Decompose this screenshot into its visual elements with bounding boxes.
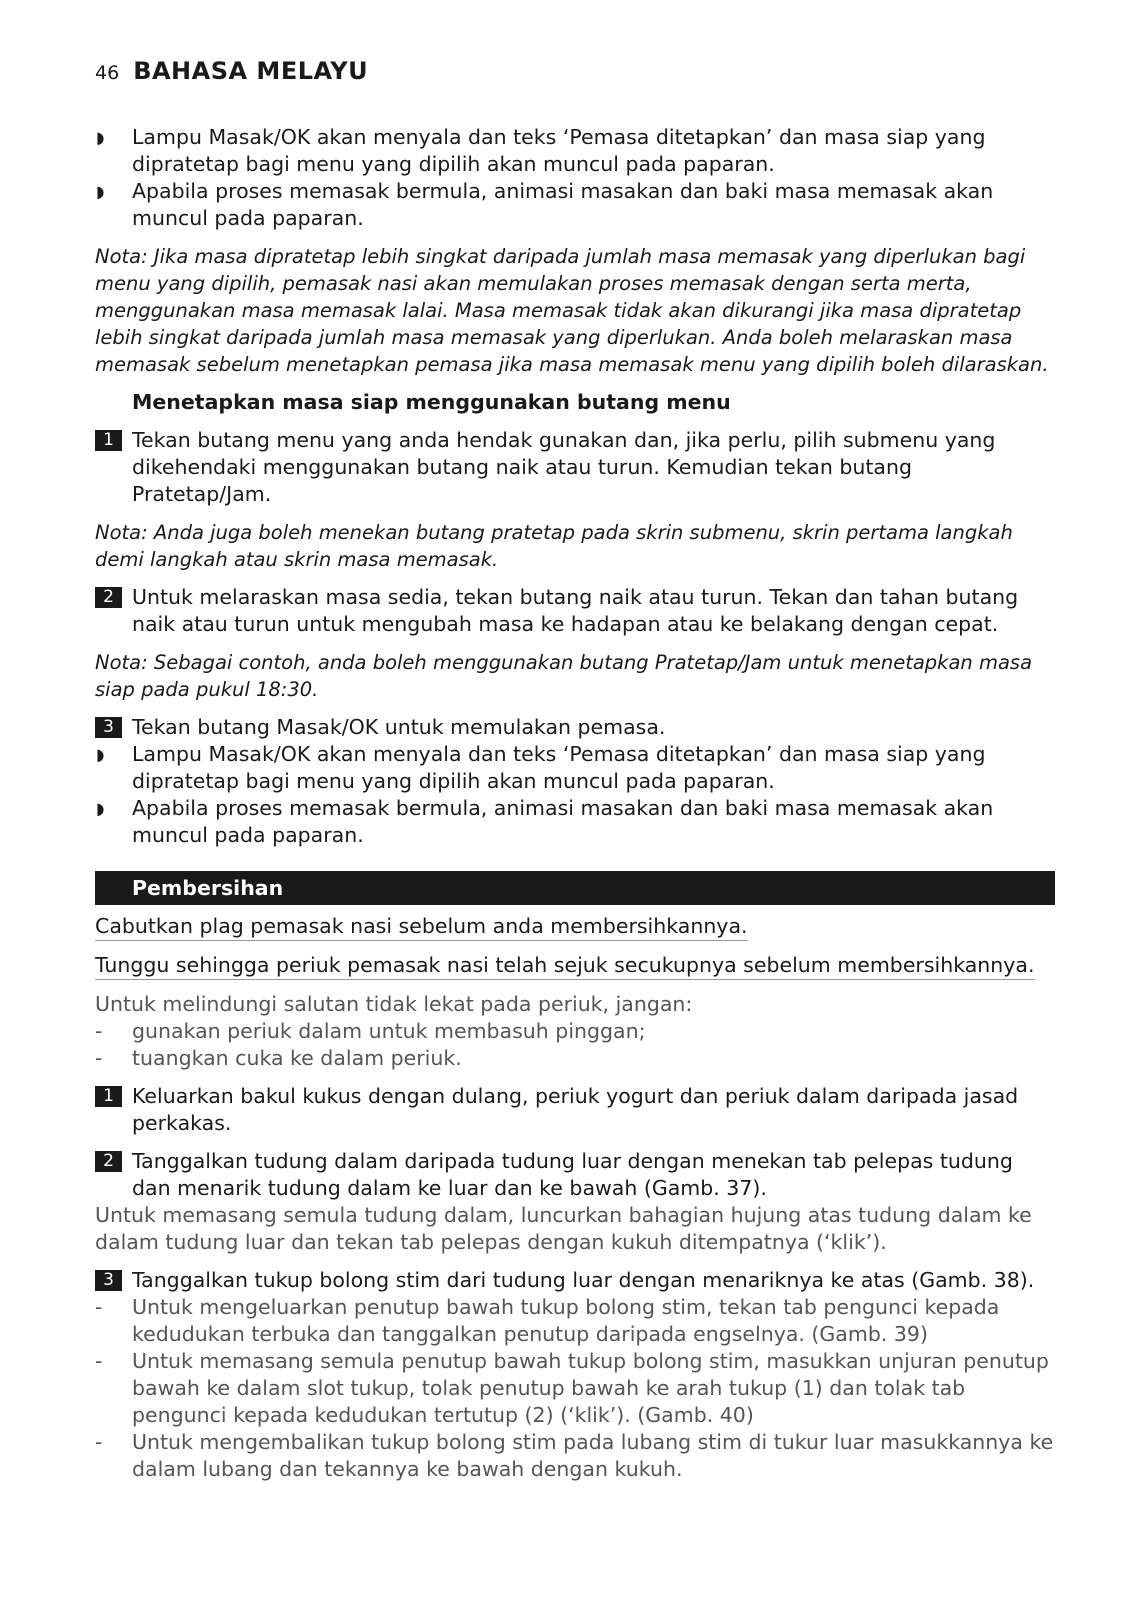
dash-item bbox=[95, 1348, 1055, 1429]
dash-marker: - bbox=[95, 1046, 103, 1070]
bullet-item bbox=[95, 124, 1055, 178]
bullet-text: Apabila proses memasak bermula, animasi masakan dan baki masa memasak akan muncul pada paparan. bbox=[132, 796, 994, 847]
step-item bbox=[95, 427, 1055, 508]
bullet-icon: ◗ bbox=[96, 128, 105, 147]
step-item bbox=[95, 584, 1055, 638]
step-number: 1 bbox=[95, 430, 122, 451]
dash-text: gunakan periuk dalam untuk membasuh pinggan; bbox=[132, 1019, 646, 1043]
step-number: 3 bbox=[95, 1270, 122, 1291]
bullet-text: Lampu Masak/OK akan menyala dan teks ‘Pemasa ditetapkan’ dan masa siap yang dipratetap bagi menu yang dipilih akan muncul pada paparan. bbox=[132, 125, 986, 176]
step-number: 2 bbox=[95, 587, 122, 608]
dash-item bbox=[95, 1429, 1055, 1483]
step-item bbox=[95, 1148, 1055, 1202]
warning-text: Tunggu sehingga periuk pemasak nasi telah sejuk secukupnya sebelum membersihkannya. bbox=[95, 952, 1035, 980]
page-header bbox=[95, 57, 368, 91]
step-info: Untuk memasang semula tudung dalam, luncurkan bahagian hujung atas tudung dalam ke dalam tudung luar dan tekan tab pelepas dengan kukuh ditempatnya (‘klik’). bbox=[95, 1203, 1032, 1254]
dash-item bbox=[95, 1018, 1055, 1045]
dash-text: tuangkan cuka ke dalam periuk. bbox=[132, 1046, 462, 1070]
bullet-icon: ◗ bbox=[96, 799, 105, 818]
dash-marker: - bbox=[95, 1430, 103, 1454]
step-item bbox=[95, 1083, 1055, 1137]
bullet-item bbox=[95, 178, 1055, 232]
caution-intro: Untuk melindungi salutan tidak lekat pada periuk, jangan: bbox=[95, 992, 693, 1016]
page-language-title: BAHASA MELAYU bbox=[133, 57, 369, 85]
step-text: Tekan butang menu yang anda hendak gunakan dan, jika perlu, pilih submenu yang dikehendaki menggunakan butang naik atau turun. Kemudian tekan butang Pratetap/Jam. bbox=[132, 428, 996, 506]
dash-marker: - bbox=[95, 1349, 103, 1373]
dash-text: Untuk mengeluarkan penutup bawah tukup bolong stim, tekan tab pengunci kepada kedudukan terbuka dan tanggalkan penutup daripada engselnya. (Gamb. 39) bbox=[132, 1295, 1000, 1346]
page-number: 46 bbox=[95, 62, 120, 84]
step-text: Untuk melaraskan masa sedia, tekan butang naik atau turun. Tekan dan tahan butang naik atau turun untuk mengubah masa ke hadapan atau ke belakang dengan cepat. bbox=[132, 585, 1019, 636]
dash-item bbox=[95, 1294, 1055, 1348]
step-text: Keluarkan bakul kukus dengan dulang, periuk yogurt dan periuk dalam daripada jasad perkakas. bbox=[132, 1084, 1019, 1135]
step-number: 3 bbox=[95, 717, 122, 738]
bullet-item bbox=[95, 741, 1055, 795]
note-paragraph: Nota: Sebagai contoh, anda boleh menggunakan butang Pratetap/Jam untuk menetapkan masa siap pada pukul 18:30. bbox=[95, 651, 1033, 701]
subsection-title: Menetapkan masa siap menggunakan butang menu bbox=[132, 390, 731, 414]
dash-text: Untuk mengembalikan tukup bolong stim pada lubang stim di tukur luar masukkannya ke dalam lubang dan tekannya ke bawah dengan kukuh. bbox=[132, 1430, 1054, 1481]
warning-text: Cabutkan plag pemasak nasi sebelum anda membersihkannya. bbox=[95, 913, 748, 941]
warning-line bbox=[95, 913, 1055, 941]
bullet-item bbox=[95, 795, 1055, 849]
bullet-text: Lampu Masak/OK akan menyala dan teks ‘Pemasa ditetapkan’ dan masa siap yang dipratetap bagi menu yang dipilih akan muncul pada paparan. bbox=[132, 742, 986, 793]
bullet-text: Apabila proses memasak bermula, animasi masakan dan baki masa memasak akan muncul pada paparan. bbox=[132, 179, 994, 230]
dash-item bbox=[95, 1045, 1055, 1072]
step-text: Tekan butang Masak/OK untuk memulakan pemasa. bbox=[132, 715, 666, 739]
page-content bbox=[95, 124, 1055, 1483]
step-item bbox=[95, 1267, 1055, 1294]
dash-marker: - bbox=[95, 1295, 103, 1319]
note-paragraph: Nota: Anda juga boleh menekan butang pratetap pada skrin submenu, skrin pertama langkah demi langkah atau skrin masa memasak. bbox=[95, 521, 1013, 571]
step-text: Tanggalkan tukup bolong stim dari tudung luar dengan menariknya ke atas (Gamb. 38). bbox=[132, 1268, 1035, 1292]
step-number: 1 bbox=[95, 1086, 122, 1107]
dash-text: Untuk memasang semula penutup bawah tukup bolong stim, masukkan unjuran penutup bawah ke dalam slot tukup, tolak penutup bawah ke arah tukup (1) dan tolak tab pengunci kepada kedudukan tertutup (2) (‘klik’). (Gamb. 40) bbox=[132, 1349, 1049, 1427]
step-text: Tanggalkan tudung dalam daripada tudung luar dengan menekan tab pelepas tudung dan menarik tudung dalam ke luar dan ke bawah (Gamb. 37). bbox=[132, 1149, 1013, 1200]
dash-marker: - bbox=[95, 1019, 103, 1043]
warning-line bbox=[95, 952, 1055, 980]
bullet-icon: ◗ bbox=[96, 745, 105, 764]
step-number: 2 bbox=[95, 1151, 122, 1172]
note-paragraph: Nota: Jika masa dipratetap lebih singkat daripada jumlah masa memasak yang diperlukan bagi menu yang dipilih, pemasak nasi akan memulakan proses memasak dengan serta merta, menggunakan masa memasak lalai. Masa memasak tidak akan dikurangi jika masa dipratetap lebih singkat daripada jumlah masa memasak yang diperlukan. Anda boleh melaraskan masa memasak sebelum menetapkan pemasa jika masa memasak menu yang dipilih boleh dilaraskan. bbox=[95, 245, 1049, 376]
bullet-icon: ◗ bbox=[96, 182, 105, 201]
step-item bbox=[95, 714, 1055, 741]
section-header-cleaning: Pembersihan bbox=[95, 871, 1055, 905]
